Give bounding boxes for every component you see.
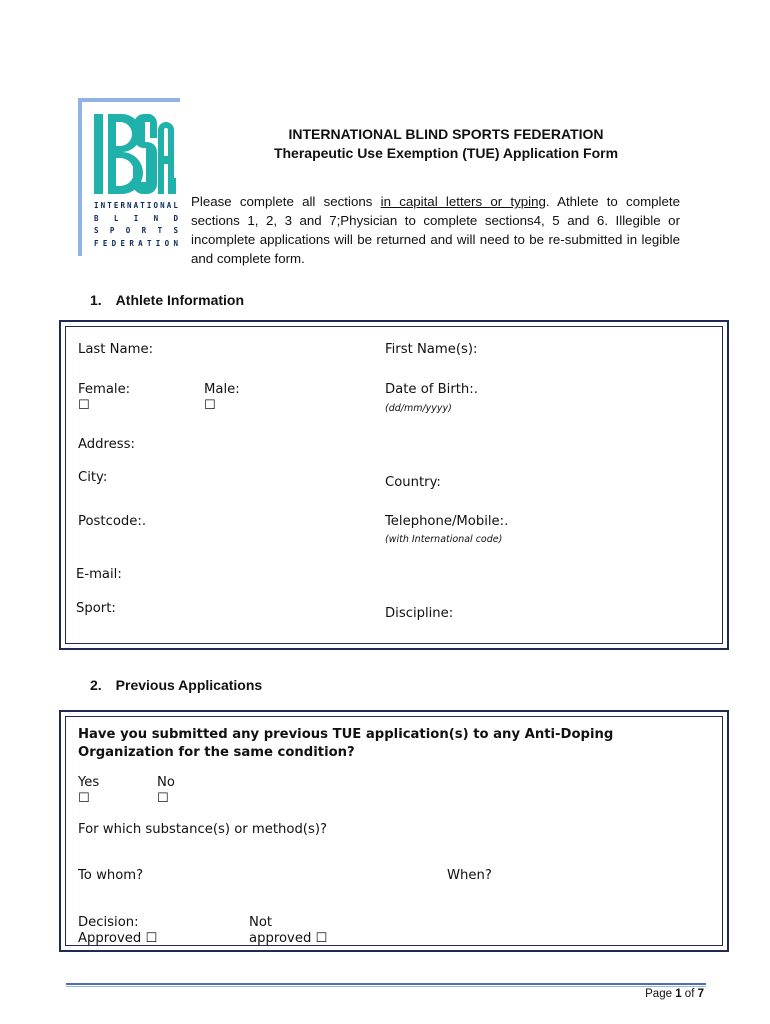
organization-name: INTERNATIONAL BLIND SPORTS FEDERATION [288,126,604,142]
logo-letter: A [166,201,172,210]
page-word: Page [645,988,672,1000]
substance-field[interactable]: For which substance(s) or method(s)? [78,822,327,837]
logo-letter: T [146,238,152,248]
date-format-hint: (dd/mm/yyyy) [385,403,452,414]
logo-line-international [94,200,178,213]
postcode-field[interactable]: Postcode:. [78,514,147,529]
form-header [190,125,702,163]
footer-divider [66,983,706,985]
logo-letter: P [109,226,115,235]
yes-checkbox[interactable]: ☐ [78,791,90,806]
telephone-hint: (with International code) [385,534,503,545]
logo-letter: I [133,213,139,223]
logo-letter: N [160,201,165,210]
when-field[interactable]: When? [447,868,492,883]
no-checkbox[interactable]: ☐ [157,791,169,806]
first-names-field[interactable]: First Name(s): [385,342,478,357]
form-title: Therapeutic Use Exemption (TUE) Application Form [273,145,619,161]
ibsa-logo-mark-icon [92,112,176,198]
email-field[interactable]: E-mail: [76,567,122,582]
logo-line-blind [94,213,178,226]
last-name-field[interactable]: Last Name: [78,342,154,357]
logo-letter: O [125,226,131,235]
logo-letter: N [100,201,106,210]
logo-frame-left [78,98,82,256]
previous-tue-question: Have you submitted any previous TUE application(s) to any Anti-Doping Organization for the same condition? [78,727,614,760]
logo-letter: D [111,238,117,248]
logo-letter: S [173,226,178,235]
logo-letter: E [120,238,125,248]
footer-divider-light [66,986,706,987]
logo-letter: R [120,201,125,210]
logo-letter: T [157,226,163,235]
logo-letter: N [173,238,178,248]
logo-letter: E [102,238,108,248]
telephone-field[interactable]: Telephone/Mobile:. [385,514,509,529]
logo-letter: O [153,201,158,210]
instructions [191,192,680,268]
page-total: 7 [697,988,704,1000]
section-1-heading: 1. Athlete Information [90,292,245,308]
logo-letter: L [113,213,119,223]
logo-letter: I [155,238,161,248]
logo-frame-top [78,98,180,102]
logo-letter: T [140,201,145,210]
logo-letter: D [173,213,178,223]
logo-line-sports [94,225,178,238]
page-number [645,988,704,1000]
logo-letter: F [94,238,99,248]
logo-letter: A [133,201,139,210]
logo-letter: O [164,238,170,248]
logo-letter: N [127,201,132,210]
logo-letter: R [129,238,134,248]
logo-line-federation [94,238,178,251]
section-2-heading: 2. Previous Applications [90,677,263,693]
not-approved-checkbox[interactable]: approved ☐ [249,931,328,946]
male-label: Male: [204,382,240,397]
female-label: Female: [78,382,131,397]
female-checkbox[interactable]: ☐ [78,398,90,413]
logo-letter: A [138,238,143,248]
intro-underlined: in capital letters or typing [380,194,546,209]
approved-checkbox[interactable]: Approved ☐ [78,931,158,946]
sport-field[interactable]: Sport: [76,601,116,616]
logo-letter: N [153,213,159,223]
logo-letter: T [107,201,112,210]
city-field[interactable]: City: [78,470,108,485]
logo-letter: S [94,226,99,235]
page-of: of [684,988,695,1000]
page-current: 1 [675,988,682,1000]
logo-letter: E [113,201,119,210]
logo-letter: B [94,213,99,223]
logo-wordmark [94,200,178,250]
to-whom-field[interactable]: To whom? [78,868,144,883]
intro-text-2: . Athlete to complete sections 1, 2, 3 and 7;Physician to complete sections4, 5 and 6. Illegible or incomplete applications will be returned and will need to be re-submitted in legible and complete form. [191,194,680,266]
logo-letter: I [146,201,152,210]
not-label: Not [249,915,273,930]
country-field[interactable]: Country: [385,475,441,490]
intro-text-1: Please complete all sections [191,194,381,209]
logo-letter: R [141,226,147,235]
discipline-field[interactable]: Discipline: [385,606,454,621]
ibsa-logo [78,98,180,256]
no-label: No [157,775,175,790]
date-of-birth-field[interactable]: Date of Birth:. [385,382,478,397]
address-field[interactable]: Address: [78,437,135,452]
logo-letter: I [94,201,99,210]
logo-letter: L [173,201,178,210]
decision-label: Decision: [78,915,139,930]
male-checkbox[interactable]: ☐ [204,398,216,413]
yes-label: Yes [78,775,100,790]
